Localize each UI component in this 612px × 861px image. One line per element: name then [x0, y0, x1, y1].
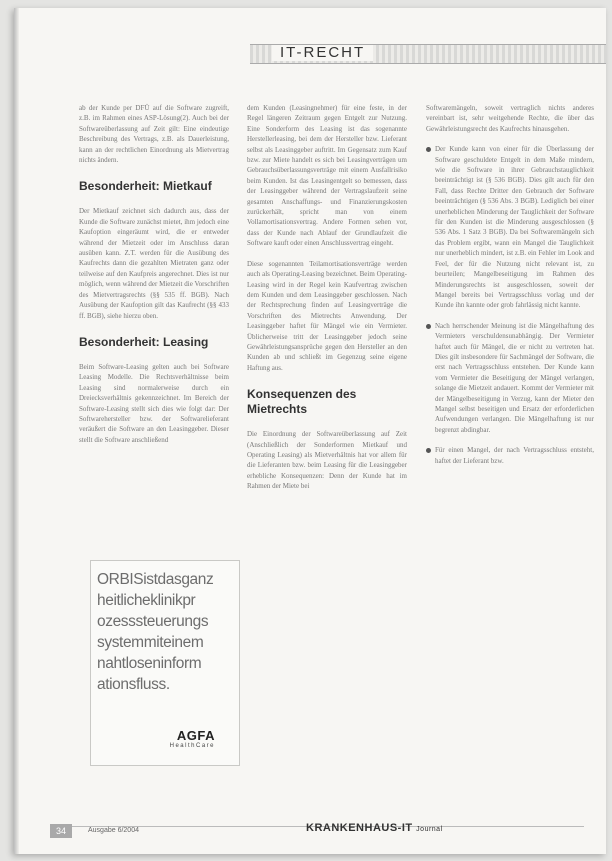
page-spine-shadow — [14, 8, 19, 854]
column-3 — [426, 103, 594, 476]
publisher-suffix: Journal — [416, 826, 443, 833]
column-2-paragraph-3: Die Einordnung der Softwareüberlassung auf Zeit (Anschließlich der Sonderformen Mietkauf und Operating Leasing) als Mietverhältnis hat vor allem für die Lieferanten bzw. beim Leasing für die Leasinggeber erhebliche Konsequenzen: Denn der Kunde hat im Rahmen der Miete bei — [247, 430, 407, 491]
column-2-paragraph-1: dem Kunden (Leasingnehmer) für eine feste, in der Regel längeren Zeitraum gegen Entgelt zur Nutzung. Eine Sonderform des Leasing ist das sogenannte Herstellerleasing, bei dem der Hersteller bzw. Lieferant selbst als Leasinggeber auftritt. Im Gegensatz zum Kauf bzw. zur Miete handelt es sich bei Leasingverträgen um Gebrauchsüberlassungsverträge mit einem Ausfallrisiko beim Kunden. Ist das Leasingentgelt so bemessen, dass der Leasinggeber während der Vertragslaufzeit seine gesamten Anschaffungs- und Finanzierungskosten zurückerhält, spricht man von einem Vollamortisationsvertrag. Andere Formen sehen vor, dass der Kunde nach Ablauf der Grundlaufzeit die Software kauft oder einen Anschlussvertrag eingeht. — [247, 104, 407, 248]
bullet-minderung: Der Kunde kann von einer für die Überlassung der Software geschuldete Entgelt in dem Maße mindern, wie die Software in ihrer Gebrauchstauglichkeit beeinträchtigt ist (§ 536 BGB). Dies gilt auch für den Fall, dass Rechte Dritter den Gebrauch der Software beeinträchtigen (§ 536 Abs. 3 BGB). Lediglich bei einer unerheblichen Minderung der Tauglichkeit der Software für den Kunden ist die Minderung ausgeschlossen (§ 536 Abs. 1 Satz 3 BGB). Da bei Softwaremängeln sich das Problem ergibt, wann ein Mangel die Tauglichkeit nur unerheblich mindert, ist z.B. ein Fehler im Look and Feel, der für die Nutzung nicht relevant ist, zu beurteilen; Mangelbeseitigung im Rahmen des Minderungsrechts ist ausgeschlossen, soweit der Mangel bereits bei Vertragsschluss vorlag und der Kunde ihn kannte oder grob fahrlässig nicht kannte. — [426, 144, 594, 311]
ad-line: ationsfluss. — [97, 676, 170, 693]
bullet-vertragsschluss: Für einen Mangel, der nach Vertragsschluss entsteht, haftet der Lieferant bzw. — [426, 445, 594, 466]
magazine-page — [14, 8, 606, 854]
agfa-brand: AGFA — [176, 728, 215, 743]
mietkauf-paragraph: Der Mietkauf zeichnet sich dadurch aus, dass der Kunde die Software zunächst mietet, ihm jedoch eine Kaufoption eingeräumt wird, die er entweder während der Mietzeit oder im Anschluss daran ausüben kann. Z.T. werden für die Ausübung des Kaufrechts dann die gezahlten Mietraten ganz oder teilweise auf den Kaufpreis angerechnet. Dies ist nur möglich, wenn während der Mietzeit die Vorschriften des Mietvertragsrechts (§§ 535 ff. BGB). Nach Ausübung der Kaufoption gilt das Kaufrecht (§§ 433 ff. BGB), siehe hierzu oben. — [79, 207, 229, 320]
agfa-advertisement — [90, 560, 240, 766]
agfa-brand-sub: HealthCare — [169, 743, 215, 749]
publisher-logo — [306, 822, 443, 834]
column-1 — [79, 103, 229, 455]
page-number: 34 — [50, 824, 72, 838]
column-2-paragraph-2: Diese sogenannten Teilamortisationsverträge werden auch als Operating-Leasing bezeichnet. Beim Operating-Leasing wird in der Regel kein Kaufvertrag zwischen dem Kunden und dem Leasinggeber geschlossen. Nach der Rechtsprechung finden auf Leasingverträge die Vorschriften des Mietrechts Anwendung. Der Leasinggeber haftet für Mängel wie ein Vermieter. Üblicherweise tritt der Leasinggeber jedoch seine Gewährleistungsansprüche gegen den Hersteller an den Kunden ab und schließt im Gegenzug seine eigene Haftung aus. — [247, 259, 407, 372]
agfa-logo — [170, 728, 215, 749]
ad-line: ozesssteuerungs — [97, 613, 209, 630]
section-title: IT-RECHT — [272, 45, 373, 61]
ad-line: systemmiteinem — [97, 634, 204, 651]
column-1-intro: ab der Kunde per DFÜ auf die Software zugreift, z.B. im Rahmen eines ASP-Lösung(2). Auch bei der Softwareüberlassung auf Zeit gilt: Eine eindeutige Beschreibung des Vertrags, z.B. als Dauerleistung, kann an der rechtlichen Einordnung als Mietvertrag nichts ändern. — [79, 104, 229, 165]
publisher-name: KRANKENHAUS-IT — [306, 822, 413, 834]
ad-line: ORBISistdasganz — [97, 571, 214, 588]
bullet-maengelhaftung: Nach herrschender Meinung ist die Mängelhaftung des Vermieters verschuldensunabhängig. Der Vermieter haftet auch für Mängel, die er nicht zu vertreten hat. Dies gilt insbesondere für Sachmängel der Software, die erst nach Vertragsschluss entstehen. Der Kunde kann vom Vermieter die Beseitigung der Mängel verlangen, solange die Mietzeit andauert. Kommt der Vermieter mit der Mängelbeseitigung in Verzug, kann der Mieter den Mangel selbst beseitigen und Ersatz der erforderlichen Aufwendungen verlangen. Die Mängelhaftung ist nur begrenzt abdingbar. — [426, 321, 594, 435]
ad-line: heitlicheklinikpr — [97, 592, 196, 609]
heading-konsequenzen: Konsequenzen des Mietrechts — [247, 387, 357, 417]
issue-label: Ausgabe 6/2004 — [88, 827, 139, 834]
heading-leasing: Besonderheit: Leasing — [79, 334, 209, 349]
heading-mietkauf: Besonderheit: Mietkauf — [79, 179, 212, 194]
ad-line: nahtloseninform — [97, 655, 202, 672]
column-2 — [247, 103, 407, 502]
leasing-paragraph: Beim Software-Leasing gelten auch bei Software Leasing Modelle. Die Rechtsverhältnisse beim Leasing sind normalerweise durch ein Dreiecksverhältnis gekennzeichnet. Im Bereich der Software-Leasing stellt sich dies wie folgt dar: Der Softwarehersteller bzw. der Softwarelieferant veräußert die Software an den Leasinggeber. Dieser stellt die Software anschließend — [79, 362, 229, 444]
column-3-paragraph-1: Softwaremängeln, soweit vertraglich nichts anderes vereinbart ist, sehr weitgehende Rechte, die über das Gewährleistungsrecht des Kaufrechts hinausgehen. — [426, 104, 594, 133]
